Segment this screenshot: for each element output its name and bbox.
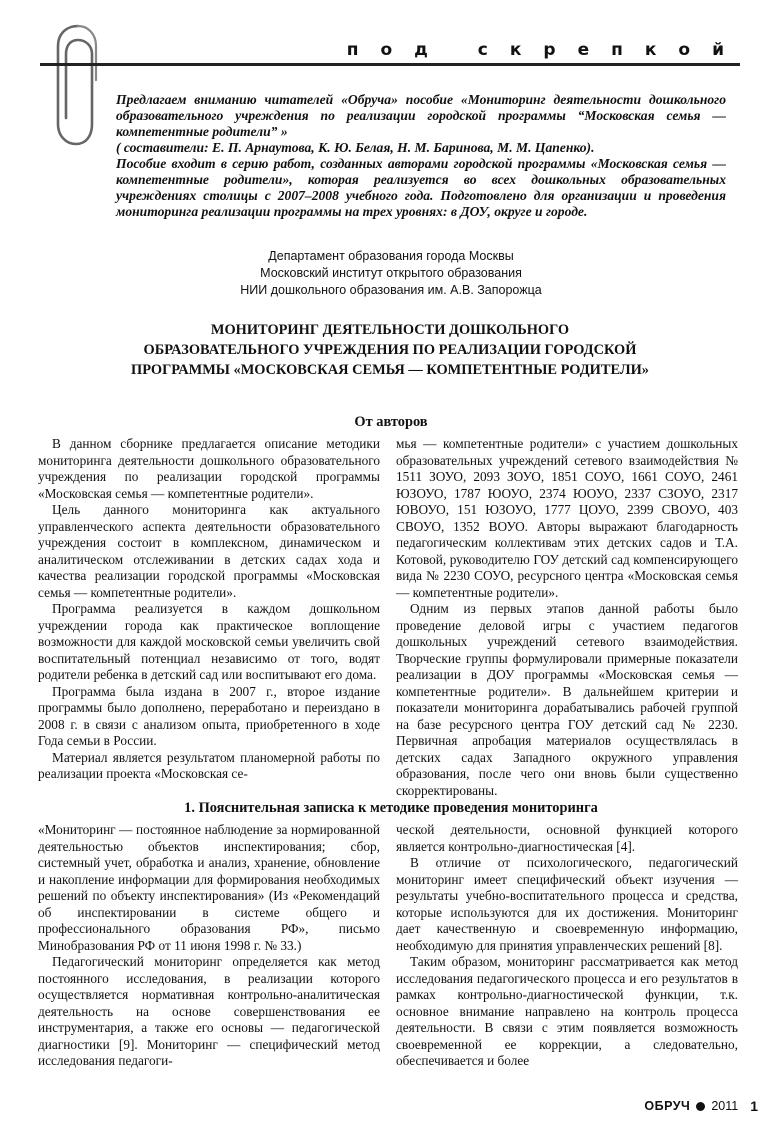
authors-right-column [396, 436, 738, 799]
page-number: 1 [750, 1098, 758, 1114]
intro-paragraph-3: Пособие входит в серию работ, созданных авторами городской программы «Московская семья — компетентные родители», которая реализуется во всех дошкольных образовательных учреждениях столицы с 2007–2008 учебного года. Подготовлено для организации и проведения мониторинга реализации программы на трех уровнях: в ДОУ, округе и городе. [116, 156, 726, 219]
logo-dot-icon [696, 1102, 705, 1111]
header-rule [40, 63, 740, 66]
note-left-column [38, 822, 380, 1070]
section-header-label: под скрепкой [346, 40, 746, 60]
paragraph: ческой деятельности, основной функцией которого является контрольно-диагностическая [4]. [396, 822, 738, 854]
document-title [60, 320, 720, 380]
intro-block [116, 92, 726, 220]
paragraph: Таким образом, мониторинг рассматривается как метод исследования педагогического процесса и его результатов в рамках контрольно-диагностической функции, т.к. основное внимание направлено на контроль процесса деятельности. В связи с этим появляется возможность своевременной ее коррекции, а следовательно, обеспечивается и более [396, 954, 738, 1068]
paragraph: Одним из первых этапов данной работы было проведение деловой игры с участием педагогов дошкольных учреждений сетевого взаимодействия. Творческие группы формулировали примерные показатели реализации в ДОУ программы «Московская семья — компетентные родители». В дальнейшем критерии и показатели мониторинга дорабатывались рабочей группой на базе ресурсного центра ГОУ детский сад № 2230. Первичная апробация материалов осуществлялась в детских садах Западного окружного управления образования, после чего они вновь были существенно скорректированы. [396, 601, 738, 798]
title-line-3: ПРОГРАММЫ «МОСКОВСКАЯ СЕМЬЯ — КОМПЕТЕНТНЫЕ РОДИТЕЛИ» [131, 362, 649, 378]
page-footer [644, 1098, 758, 1114]
org-line-1: Департамент образования города Москвы [268, 249, 514, 263]
section-heading-explanatory-note: 1. Пояснительная записка к методике проведения мониторинга [184, 800, 598, 816]
paragraph: Материал является результатом планомерной работы по реализации проекта «Московская се- [38, 749, 380, 781]
org-line-3: НИИ дошкольного образования им. А.В. Запорожца [240, 283, 542, 297]
paragraph: Цель данного мониторинга как актуального управленческого аспекта деятельности образовательного учреждения состоит в комплексном, динамическом и аналитическом отслеживании в детских садах хода и качества реализации городской программы «Московская семья — компетентные родители». [38, 502, 380, 600]
footer-year: 2011 [711, 1099, 739, 1113]
title-line-1: МОНИТОРИНГ ДЕЯТЕЛЬНОСТИ ДОШКОЛЬНОГО [210, 322, 570, 338]
paragraph: мья — компетентные родители» с участием дошкольных образовательных учреждений сетевого взаимодействия № 1511 ЗОУО, 2093 ЗОУО, 1851 СОУО, 1661 СОУО, 2461 ЮЗОУО, 1787 ЮОУО, 2374 ЮОУО, 2337 СЗОУО, 2317 ЮВОУО, 151 ЮЗОУО, 1777 ЦОУО, 2399 СВОУО, 403 СВОУО, 1352 ВОУО. Авторы выражают благодарность педагогическим коллективам этих детских садов и Т.А. Котовой, руководителю ГОУ детский сад компенсирующего вида № 2230 СОУО, ресурсного центра «Московская семья — компетентные родители». [396, 436, 738, 600]
journal-logo: ОБРУЧ [644, 1099, 691, 1113]
paperclip-icon [40, 20, 100, 150]
paragraph: Программа была издана в 2007 г., второе издание программы было дополнено, переработано и переиздано в 2008 г. в связи с анализом опыта, приобретенного в ходе Года семьи в России. [38, 683, 380, 748]
paragraph: В отличие от психологического, педагогический мониторинг имеет специфический объект изучения — результаты учебно-воспитательного процесса и средства, которые используются для их достижения. Мониторинг дает качественную и своевременную информацию, необходимую для принятия управленческих решений [8]. [396, 855, 738, 953]
paragraph: Педагогический мониторинг определяется как метод постоянного исследования, в реализации которого осуществляется нормативная контрольно-аналитическая деятельность на основе совершенствования ее инструментария, а также его основы — педагогической диагностики [9]. Мониторинг — специфический метод исследования педагоги- [38, 954, 380, 1068]
paragraph: Программа реализуется в каждом дошкольном учреждении города как практическое воплощение возможности для каждой московской семьи увеличить свой воспитательный потенциал независимо от того, водят родители ребенка в детский сад или воспитывают его дома. [38, 601, 380, 682]
intro-paragraph-1: Предлагаем вниманию читателей «Обруча» пособие «Мониторинг деятельности дошкольного образовательного учреждения по реализации городской программы “Московская семья — компетентные родители” » [116, 92, 726, 139]
note-right-column [396, 822, 738, 1070]
title-line-2: ОБРАЗОВАТЕЛЬНОГО УЧРЕЖДЕНИЯ ПО РЕАЛИЗАЦИИ ГОРОДСКОЙ [143, 342, 637, 358]
section-heading-authors: От авторов [354, 414, 428, 430]
paragraph: В данном сборнике предлагается описание методики мониторинга деятельности дошкольного образовательного учреждения по реализации городской программы «Московская семья — компетентные родители». [38, 436, 380, 501]
organizations [0, 248, 782, 299]
paragraph: «Мониторинг — постоянное наблюдение за нормированной деятельностью объектов инспектирования; сбор, системный учет, обработка и анализ, хранение, обновление и накопление информации для формирования необходимых решений по объекту инспектирования» (Из «Рекомендаций об инспектировании в системе общего и профессионального образования РФ», письмо Минобразования РФ от 11 июня 1998 г. № 33.) [38, 822, 380, 953]
intro-paragraph-2: ( составители: Е. П. Арнаутова, К. Ю. Белая, Н. М. Баринова, М. М. Цапенко). [116, 140, 595, 155]
authors-left-column [38, 436, 380, 783]
org-line-2: Московский институт открытого образования [260, 266, 522, 280]
